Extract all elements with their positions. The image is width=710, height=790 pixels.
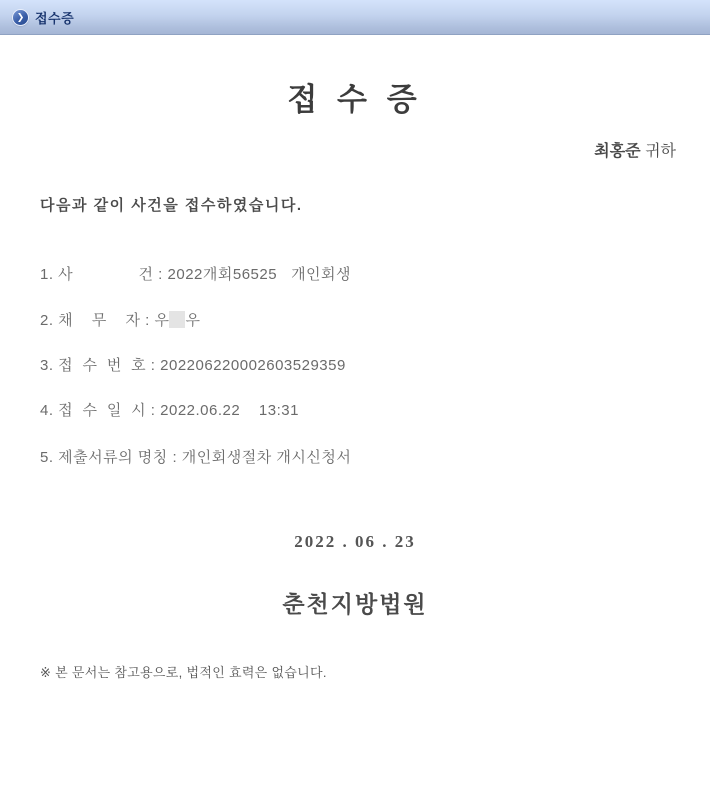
intro-sentence: 다음과 같이 사건을 접수하였습니다. [40, 197, 303, 214]
case-number-line: 1. 사 건 : 2022개회56525 개인회생 [40, 266, 352, 283]
recipient-name: 최홍준 [594, 143, 641, 160]
submitted-document-line: 5. 제출서류의 명칭 : 개인회생절차 개시신청서 [40, 449, 352, 466]
page-header-bar [0, 0, 710, 35]
page-header-title: 접수증 [35, 10, 75, 26]
debtor-line [40, 309, 200, 330]
court-name: 춘천지방법원 [282, 592, 428, 617]
disclaimer-note: ※ 본 문서는 참고용으로, 법적인 효력은 없습니다. [40, 665, 327, 680]
document-title: 접 수 증 [287, 82, 423, 117]
recipient-honorific: 귀하 [640, 143, 676, 160]
receipt-number-line: 3. 접 수 번 호 : 202206220002603529359 [40, 357, 346, 374]
issue-date: 2022 . 06 . 23 [294, 532, 416, 551]
recipient-line [594, 138, 676, 161]
redacted-text [169, 311, 185, 328]
debtor-line-suffix: 우 [185, 312, 201, 329]
chevron-right-circle-icon: ❯ [13, 10, 28, 25]
debtor-line-prefix: 2. 채 무 자 : 우 [40, 312, 170, 329]
receipt-datetime-line: 4. 접 수 일 시 : 2022.06.22 13:31 [40, 402, 299, 419]
